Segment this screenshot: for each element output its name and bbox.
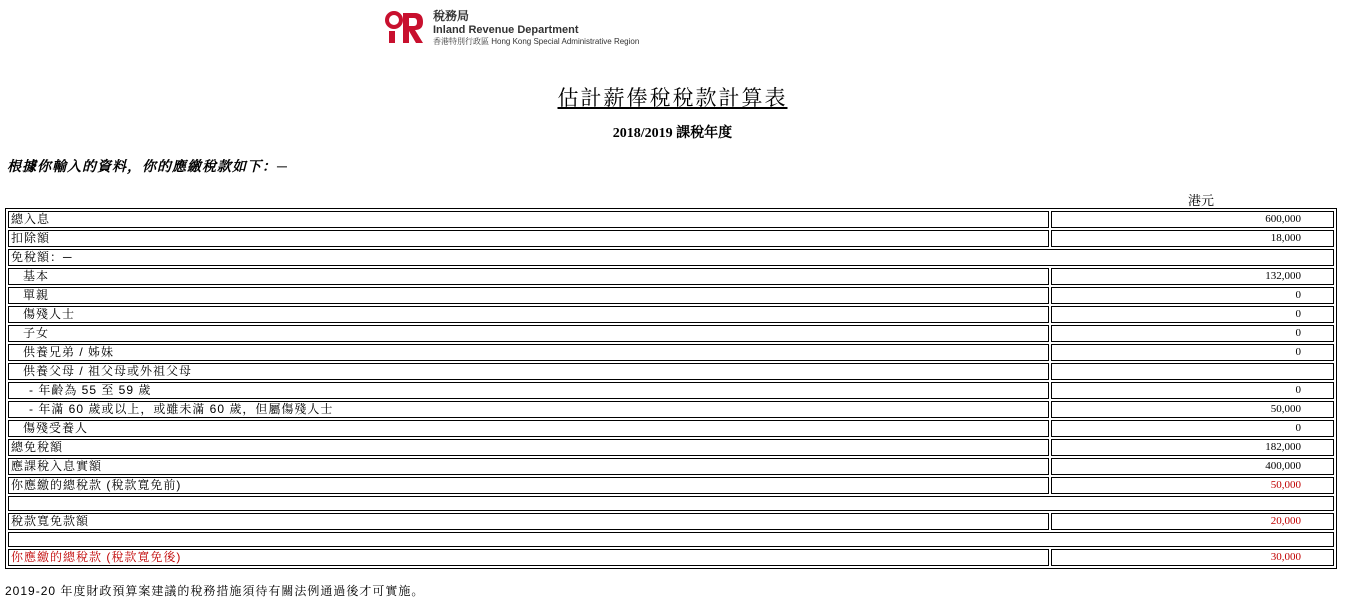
tax-year: 2018/2019 課稅年度 [612, 126, 733, 141]
intro-text: 根據你輸入的資料，你的應繳稅款如下：─ [7, 160, 288, 175]
row-label: 供養兄弟 / 姊妹 [8, 344, 1049, 361]
row-amount: 132,000 [1051, 268, 1334, 285]
row-label: 總入息 [8, 211, 1049, 228]
row-label: 供養父母 / 祖父母或外祖父母 [8, 363, 1049, 380]
blank-row [8, 496, 1334, 511]
table-row [8, 439, 1334, 456]
table-row [8, 549, 1334, 566]
dept-name-en: Inland Revenue Department [433, 23, 579, 36]
table-row [8, 268, 1334, 285]
ird-logo [385, 8, 639, 48]
row-label: 免稅額：─ [8, 249, 1334, 266]
row-amount: 30,000 [1051, 549, 1334, 566]
row-label: 子女 [8, 325, 1049, 342]
row-label: 總免稅額 [8, 439, 1049, 456]
row-amount: 50,000 [1051, 401, 1334, 418]
row-label: 傷殘人士 [8, 306, 1049, 323]
dept-name-cn: 稅務局 [433, 9, 470, 24]
table-row [8, 420, 1334, 437]
row-label: 你應繳的總稅款 (稅款寬免後) [8, 549, 1049, 566]
row-amount: 0 [1051, 382, 1334, 399]
row-label: 應課稅入息實額 [8, 458, 1049, 475]
row-label: 基本 [8, 268, 1049, 285]
row-amount: 0 [1051, 325, 1334, 342]
table-row [8, 306, 1334, 323]
table-row [8, 363, 1334, 380]
row-label: - 年滿 60 歲或以上，或雖未滿 60 歲，但屬傷殘人士 [8, 401, 1049, 418]
row-amount: 600,000 [1051, 211, 1334, 228]
row-amount: 18,000 [1051, 230, 1334, 247]
blank-cell [8, 496, 1334, 511]
table-row [8, 513, 1334, 530]
table-row [8, 344, 1334, 361]
row-amount: 50,000 [1051, 477, 1334, 494]
row-amount: 0 [1051, 344, 1334, 361]
ird-logo-mark [385, 9, 425, 47]
row-amount [1051, 363, 1334, 380]
table-row [8, 211, 1334, 228]
row-label: 你應繳的總稅款 (稅款寬免前) [8, 477, 1049, 494]
row-amount: 0 [1051, 287, 1334, 304]
row-amount: 20,000 [1051, 513, 1334, 530]
currency-label: 港元 [1188, 193, 1215, 208]
table-row [8, 382, 1334, 399]
page-title: 估計薪俸稅稅款計算表 [557, 86, 788, 110]
row-label: 單親 [8, 287, 1049, 304]
table-row [8, 249, 1334, 266]
table-row [8, 477, 1334, 494]
blank-cell [8, 532, 1334, 547]
row-amount: 400,000 [1051, 458, 1334, 475]
row-amount: 0 [1051, 420, 1334, 437]
logo-text [433, 10, 639, 46]
footnote: 2019-20 年度財政預算案建議的稅務措施須待有關法例通過後才可實施。 [5, 584, 425, 598]
row-label: 傷殘受養人 [8, 420, 1049, 437]
row-amount: 182,000 [1051, 439, 1334, 456]
table-row [8, 458, 1334, 475]
table-row [8, 401, 1334, 418]
row-label: 稅款寬免款額 [8, 513, 1049, 530]
tax-calculation-table [5, 208, 1337, 569]
region-name: 香港特別行政區 Hong Kong Special Administrative Region [433, 36, 640, 46]
table-row [8, 230, 1334, 247]
table-row [8, 287, 1334, 304]
row-label: - 年齡為 55 至 59 歲 [8, 382, 1049, 399]
table-row [8, 325, 1334, 342]
row-amount: 0 [1051, 306, 1334, 323]
row-label: 扣除額 [8, 230, 1049, 247]
blank-row [8, 532, 1334, 547]
